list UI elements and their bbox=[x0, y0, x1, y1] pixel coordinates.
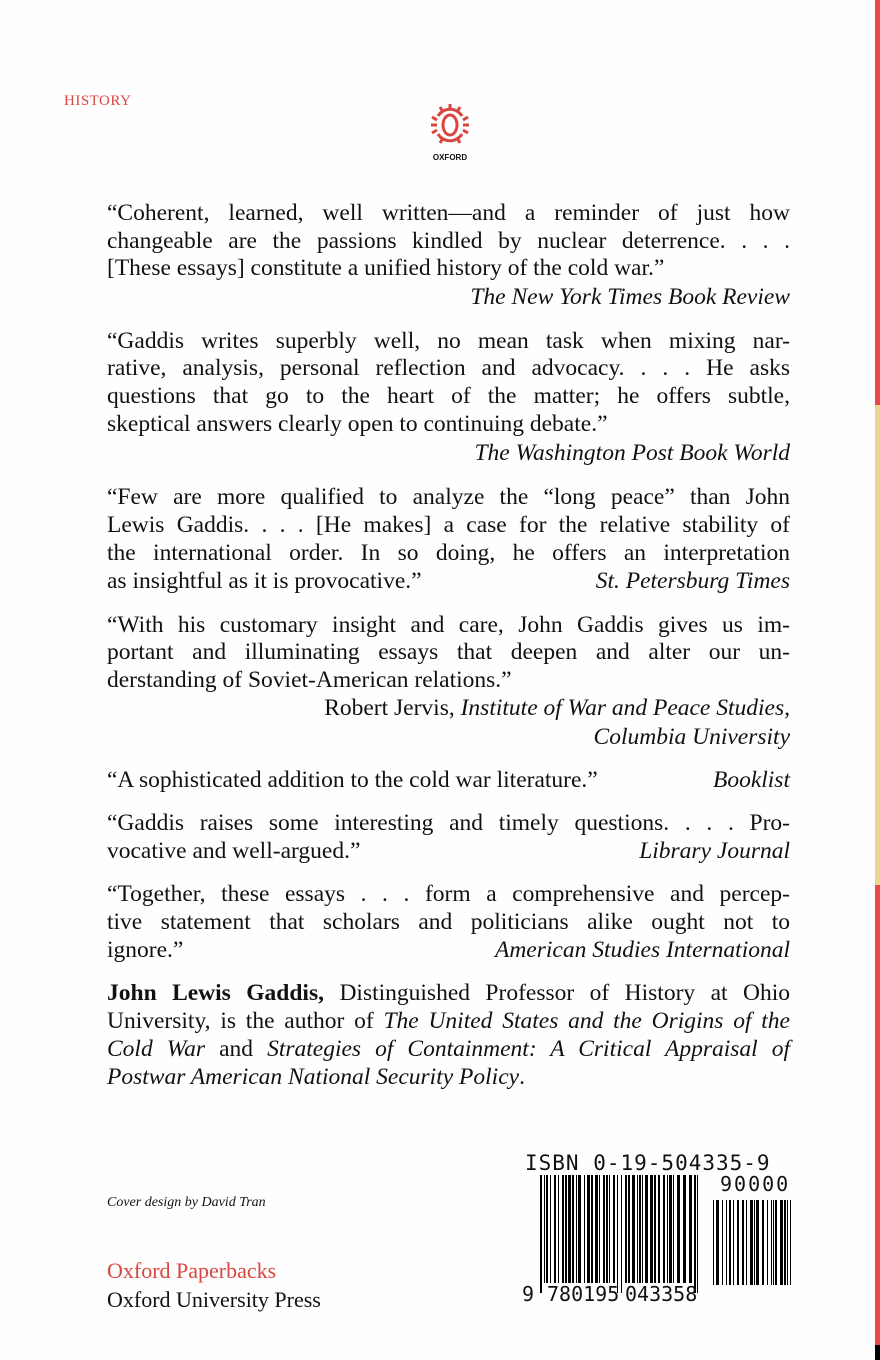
quote-text: “Together, these essays . . . form a comprehensive and percep- bbox=[107, 881, 790, 907]
barcode-bar bbox=[576, 1175, 577, 1283]
barcode-bar bbox=[578, 1175, 581, 1283]
quote-line bbox=[107, 766, 790, 794]
barcode-bar bbox=[756, 1200, 759, 1285]
barcode-bar bbox=[762, 1200, 764, 1285]
quote-source: American Studies International bbox=[494, 937, 790, 963]
barcode-bar bbox=[609, 1175, 610, 1283]
barcode-bar bbox=[595, 1175, 598, 1283]
quote-text: “Few are more qualified to analyze the “long peace” than John bbox=[107, 484, 790, 510]
bio-text: . bbox=[519, 1064, 525, 1090]
barcode-bar bbox=[546, 1175, 548, 1283]
bio-text: University, is the author of bbox=[107, 1008, 384, 1034]
quote-line bbox=[107, 254, 790, 282]
barcode-bar bbox=[625, 1175, 627, 1283]
quote-line bbox=[107, 511, 790, 539]
barcode-bar bbox=[746, 1200, 747, 1285]
publisher: Oxford University Press bbox=[107, 1287, 321, 1312]
quote-line bbox=[107, 936, 790, 964]
bio-text: and bbox=[205, 1036, 268, 1062]
barcode-bar bbox=[677, 1175, 680, 1283]
quote-text: rative, analysis, personal reflection and advocacy. . . . He asks bbox=[107, 355, 790, 381]
barcode-bar bbox=[667, 1175, 668, 1283]
quote-text: skeptical answers clearly open to continuing debate.” bbox=[107, 411, 608, 437]
category-label: HISTORY bbox=[64, 93, 132, 109]
imprint: Oxford Paperbacks bbox=[107, 1258, 277, 1283]
barcode-bar bbox=[572, 1175, 574, 1283]
author-name: John Lewis Gaddis, bbox=[107, 980, 324, 1006]
quote-source: St. Petersburg Times bbox=[595, 568, 790, 594]
barcode-bar bbox=[733, 1200, 734, 1285]
quote-line bbox=[107, 666, 790, 694]
source-name: Robert Jervis, bbox=[324, 695, 461, 721]
quote-text: tive statement that scholars and politicians alike ought not to bbox=[107, 909, 790, 935]
quote-text: “Gaddis raises some interesting and timely questions. . . . Pro- bbox=[107, 810, 790, 836]
barcode-bar bbox=[554, 1175, 556, 1283]
barcode-addon: 90000 bbox=[720, 1172, 791, 1196]
barcode-bar bbox=[673, 1175, 674, 1283]
barcode-bar bbox=[568, 1175, 571, 1283]
quote-text: Lewis Gaddis. . . . [He makes] a case for the relative stability of bbox=[107, 512, 790, 538]
barcode-left-digits: 780195 bbox=[547, 1282, 620, 1306]
barcode-bar bbox=[669, 1175, 672, 1283]
barcode-bar bbox=[617, 1175, 618, 1293]
barcode-bar bbox=[737, 1200, 739, 1285]
barcode-bar bbox=[767, 1200, 768, 1285]
quote-text: questions that go to the heart of the matter; he offers subtle, bbox=[107, 383, 790, 409]
barcode-bar bbox=[540, 1175, 542, 1293]
barcode-bar bbox=[663, 1175, 665, 1283]
barcode-bar bbox=[558, 1175, 559, 1283]
quote-text: changeable are the passions kindled by nuclear deterrence. . . . bbox=[107, 228, 790, 254]
quote-text: derstanding of Soviet-American relations.” bbox=[107, 667, 512, 693]
quote-source bbox=[107, 439, 790, 467]
book-title: The United States and the Origins of the bbox=[383, 1008, 790, 1034]
quote-line bbox=[107, 354, 790, 382]
barcode-bar bbox=[750, 1200, 753, 1285]
barcode-bar bbox=[584, 1175, 585, 1283]
barcode-bar bbox=[771, 1200, 772, 1285]
quote-line bbox=[107, 382, 790, 410]
quote-text: as insightful as it is provocative.” bbox=[107, 568, 422, 594]
barcode-bar bbox=[544, 1175, 545, 1283]
quote-line bbox=[107, 837, 790, 865]
barcode-bar bbox=[637, 1175, 638, 1283]
book-title: Cold War bbox=[107, 1036, 206, 1062]
barcode-bar bbox=[742, 1200, 744, 1285]
barcode-bar bbox=[754, 1200, 755, 1285]
barcode-bar bbox=[621, 1175, 622, 1293]
barcode-bar bbox=[716, 1200, 719, 1285]
cover-credit: Cover design by David Tran bbox=[107, 1195, 266, 1210]
quote-line bbox=[107, 539, 790, 567]
quote-line bbox=[107, 567, 790, 595]
barcode-bar bbox=[654, 1175, 656, 1283]
quote-line bbox=[107, 410, 790, 438]
barcode-bar bbox=[632, 1175, 635, 1283]
quote-text: “Gaddis writes superbly well, no mean task when mixing nar- bbox=[107, 328, 790, 354]
quote-text: the international order. In so doing, he offers an interpretation bbox=[107, 540, 790, 566]
barcode-bar bbox=[726, 1200, 727, 1285]
barcode-bar bbox=[613, 1175, 615, 1283]
quote-line bbox=[107, 638, 790, 666]
quote-line bbox=[107, 809, 790, 837]
barcode-bar bbox=[628, 1175, 630, 1283]
barcode-bar bbox=[587, 1175, 590, 1283]
quote-line bbox=[107, 227, 790, 255]
barcode-bar bbox=[729, 1200, 731, 1285]
quote-line bbox=[107, 611, 790, 639]
barcode-bar bbox=[697, 1175, 698, 1293]
barcode-bar bbox=[591, 1175, 593, 1283]
quote-text: ignore.” bbox=[107, 937, 184, 963]
quote-text: vocative and well-argued.” bbox=[107, 838, 361, 864]
barcode-bar bbox=[565, 1175, 567, 1283]
book-title: Strategies of Containment: A Critical Appraisal of bbox=[267, 1036, 790, 1062]
quote-line bbox=[107, 908, 790, 936]
quote-line bbox=[107, 483, 790, 511]
barcode-bar bbox=[606, 1175, 608, 1283]
quote-text: portant and illuminating essays that deepen and alter our un- bbox=[107, 639, 790, 665]
barcode-bar bbox=[775, 1200, 777, 1285]
barcode-bar bbox=[639, 1175, 641, 1283]
barcode-bar bbox=[562, 1175, 564, 1283]
quote-source: Booklist bbox=[712, 767, 790, 793]
barcode-lead-digit: 9 bbox=[522, 1282, 535, 1306]
quote-text: [These essays] constitute a unified history of the cold war.” bbox=[107, 255, 665, 281]
barcode-bar bbox=[550, 1175, 551, 1283]
barcode-bar bbox=[650, 1175, 653, 1283]
source-publication: The Washington Post Book World bbox=[474, 440, 790, 466]
quote-text: “With his customary insight and care, John Gaddis gives us im- bbox=[107, 612, 790, 638]
barcode-bar bbox=[689, 1175, 692, 1283]
barcode-bar bbox=[773, 1200, 774, 1285]
barcode-right-digits: 043358 bbox=[625, 1282, 698, 1306]
quote-source bbox=[107, 694, 790, 722]
quote-line bbox=[107, 327, 790, 355]
barcode-bar bbox=[642, 1175, 643, 1283]
quote-source: Library Journal bbox=[639, 838, 790, 864]
barcode-bar bbox=[603, 1175, 605, 1283]
barcode-bar bbox=[790, 1200, 791, 1285]
barcode-bar bbox=[722, 1200, 723, 1285]
quote-source bbox=[107, 283, 790, 311]
barcode-bar bbox=[780, 1200, 783, 1285]
oxford-logo bbox=[425, 100, 475, 162]
quote-line bbox=[107, 880, 790, 908]
quote-text: “Coherent, learned, well written—and a reminder of just how bbox=[107, 200, 790, 226]
oxford-sun-icon bbox=[425, 100, 475, 150]
quote-line bbox=[107, 199, 790, 227]
barcode-bar bbox=[645, 1175, 648, 1283]
barcode-bar bbox=[658, 1175, 660, 1283]
logo-text: OXFORD bbox=[432, 153, 468, 162]
barcode-bar bbox=[683, 1175, 686, 1283]
quote-text: “A sophisticated addition to the cold war literature.” bbox=[107, 767, 598, 793]
isbn: ISBN 0-19-504335-9 bbox=[525, 1151, 771, 1175]
source-publication: The New York Times Book Review bbox=[470, 284, 790, 310]
bio-text: Distinguished Professor of History at Ohio bbox=[324, 980, 790, 1006]
barcode-bar bbox=[784, 1200, 786, 1285]
source-affiliation: Columbia University bbox=[593, 724, 790, 750]
barcode-bar bbox=[713, 1200, 714, 1285]
barcode-bar bbox=[694, 1175, 696, 1293]
barcode-bar bbox=[599, 1175, 600, 1283]
source-publication: Institute of War and Peace Studies, bbox=[460, 695, 790, 721]
barcode-bar bbox=[787, 1200, 788, 1285]
book-title: Postwar American National Security Policy bbox=[107, 1064, 520, 1090]
